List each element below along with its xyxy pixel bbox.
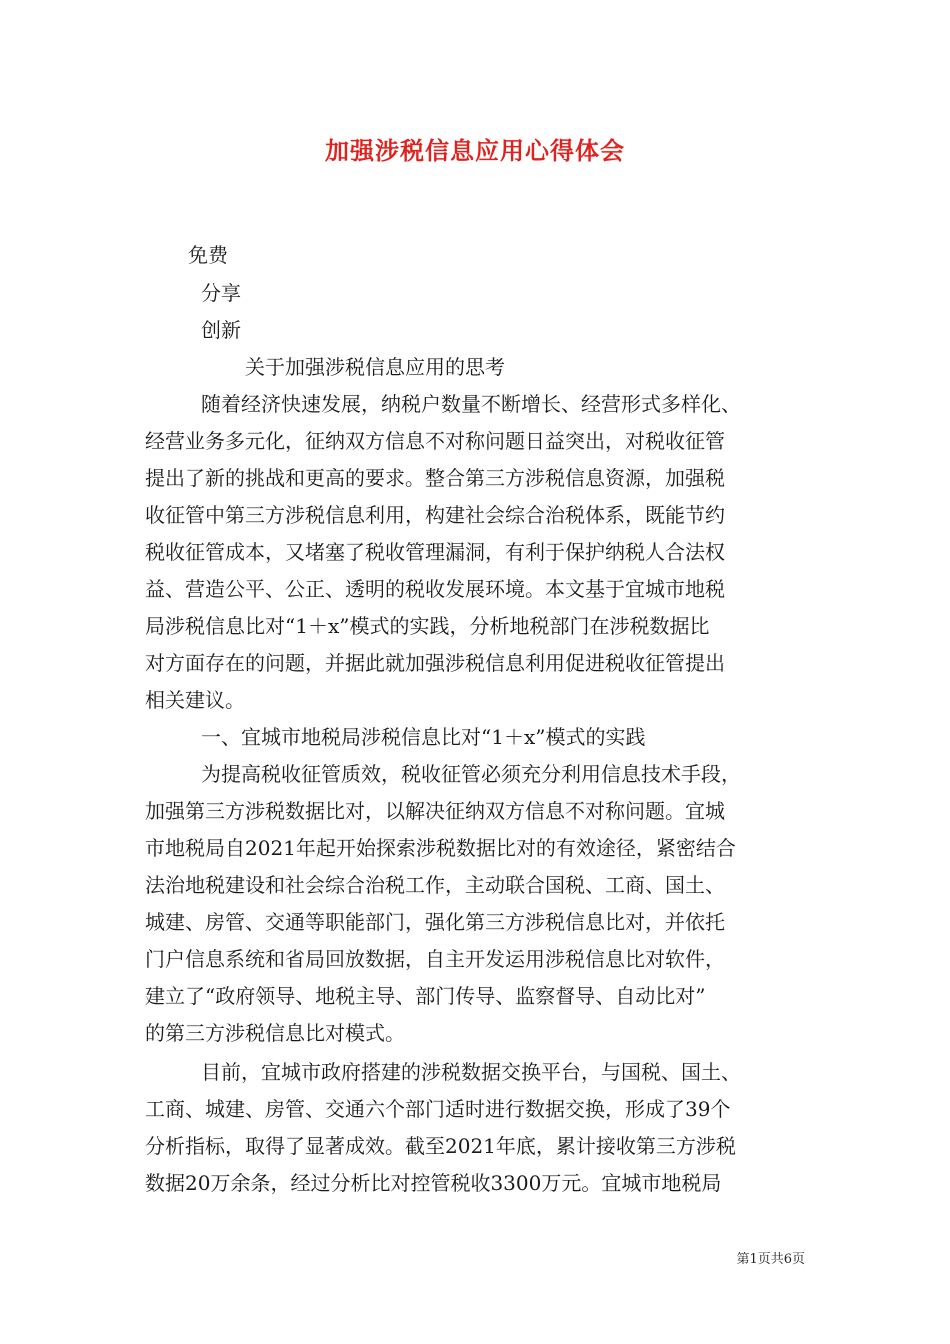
body-line: 门户信息系统和省局回放数据，自主开发运用涉税信息比对软件， [145,947,725,971]
body-line: 分析指标，取得了显著成效。截至2021年底，累计接收第三方涉税 [145,1134,736,1158]
body-line: 收征管中第三方涉税信息利用，构建社会综合治税体系，既能节约 [145,503,725,527]
body-line: 法治地税建设和社会综合治税工作，主动联合国税、工商、国土、 [145,873,725,897]
body-line: 对方面存在的问题，并据此就加强涉税信息利用促进税收征管提出 [145,651,725,675]
body-line: 目前，宜城市政府搭建的涉税数据交换平台，与国税、国土、 [201,1060,741,1084]
body-line: 税收征管成本，又堵塞了税收管理漏洞，有利于保护纳税人合法权 [145,540,725,564]
body-line: 工商、城建、房管、交通六个部门适时进行数据交换，形成了39个 [145,1097,731,1121]
body-line: 数据20万余条，经过分析比对控管税收3300万元。宜城市地税局 [145,1171,722,1195]
body-line: 的第三方涉税信息比对模式。 [145,1021,405,1045]
body-line: 建立了“政府领导、地税主导、部门传导、监察督导、自动比对” [145,984,706,1008]
body-line: 提出了新的挑战和更高的要求。整合第三方涉税信息资源，加强税 [145,466,725,490]
body-line: 益、营造公平、公正、透明的税收发展环境。本文基于宜城市地税 [145,577,725,601]
body-line: 经营业务多元化，征纳双方信息不对称问题日益突出，对税收征管 [145,429,725,453]
body-line: 市地税局自2021年起开始探索涉税数据比对的有效途径，紧密结合 [145,836,736,860]
subtitle: 关于加强涉税信息应用的思考 [245,355,505,379]
body-line: 一、宜城市地税局涉税信息比对“1＋x”模式的实践 [201,725,646,749]
body-line: 局涉税信息比对“1＋x”模式的实践，分析地税部门在涉税数据比 [145,614,710,638]
body-line: 城建、房管、交通等职能部门，强化第三方涉税信息比对，并依托 [145,910,725,934]
body-line: 随着经济快速发展，纳税户数量不断增长、经营形式多样化、 [201,392,741,416]
page-number: 第1页共6页 [736,1252,805,1267]
document-title: 加强涉税信息应用心得体会 [325,136,625,165]
tag-share: 分享 [201,281,241,305]
body-line: 为提高税收征管质效，税收征管必须充分利用信息技术手段， [201,762,741,786]
body-line: 加强第三方涉税数据比对，以解决征纳双方信息不对称问题。宜城 [145,799,725,823]
tag-free: 免费 [188,243,228,267]
body-line: 相关建议。 [145,688,245,712]
tag-innovation: 创新 [201,318,241,342]
